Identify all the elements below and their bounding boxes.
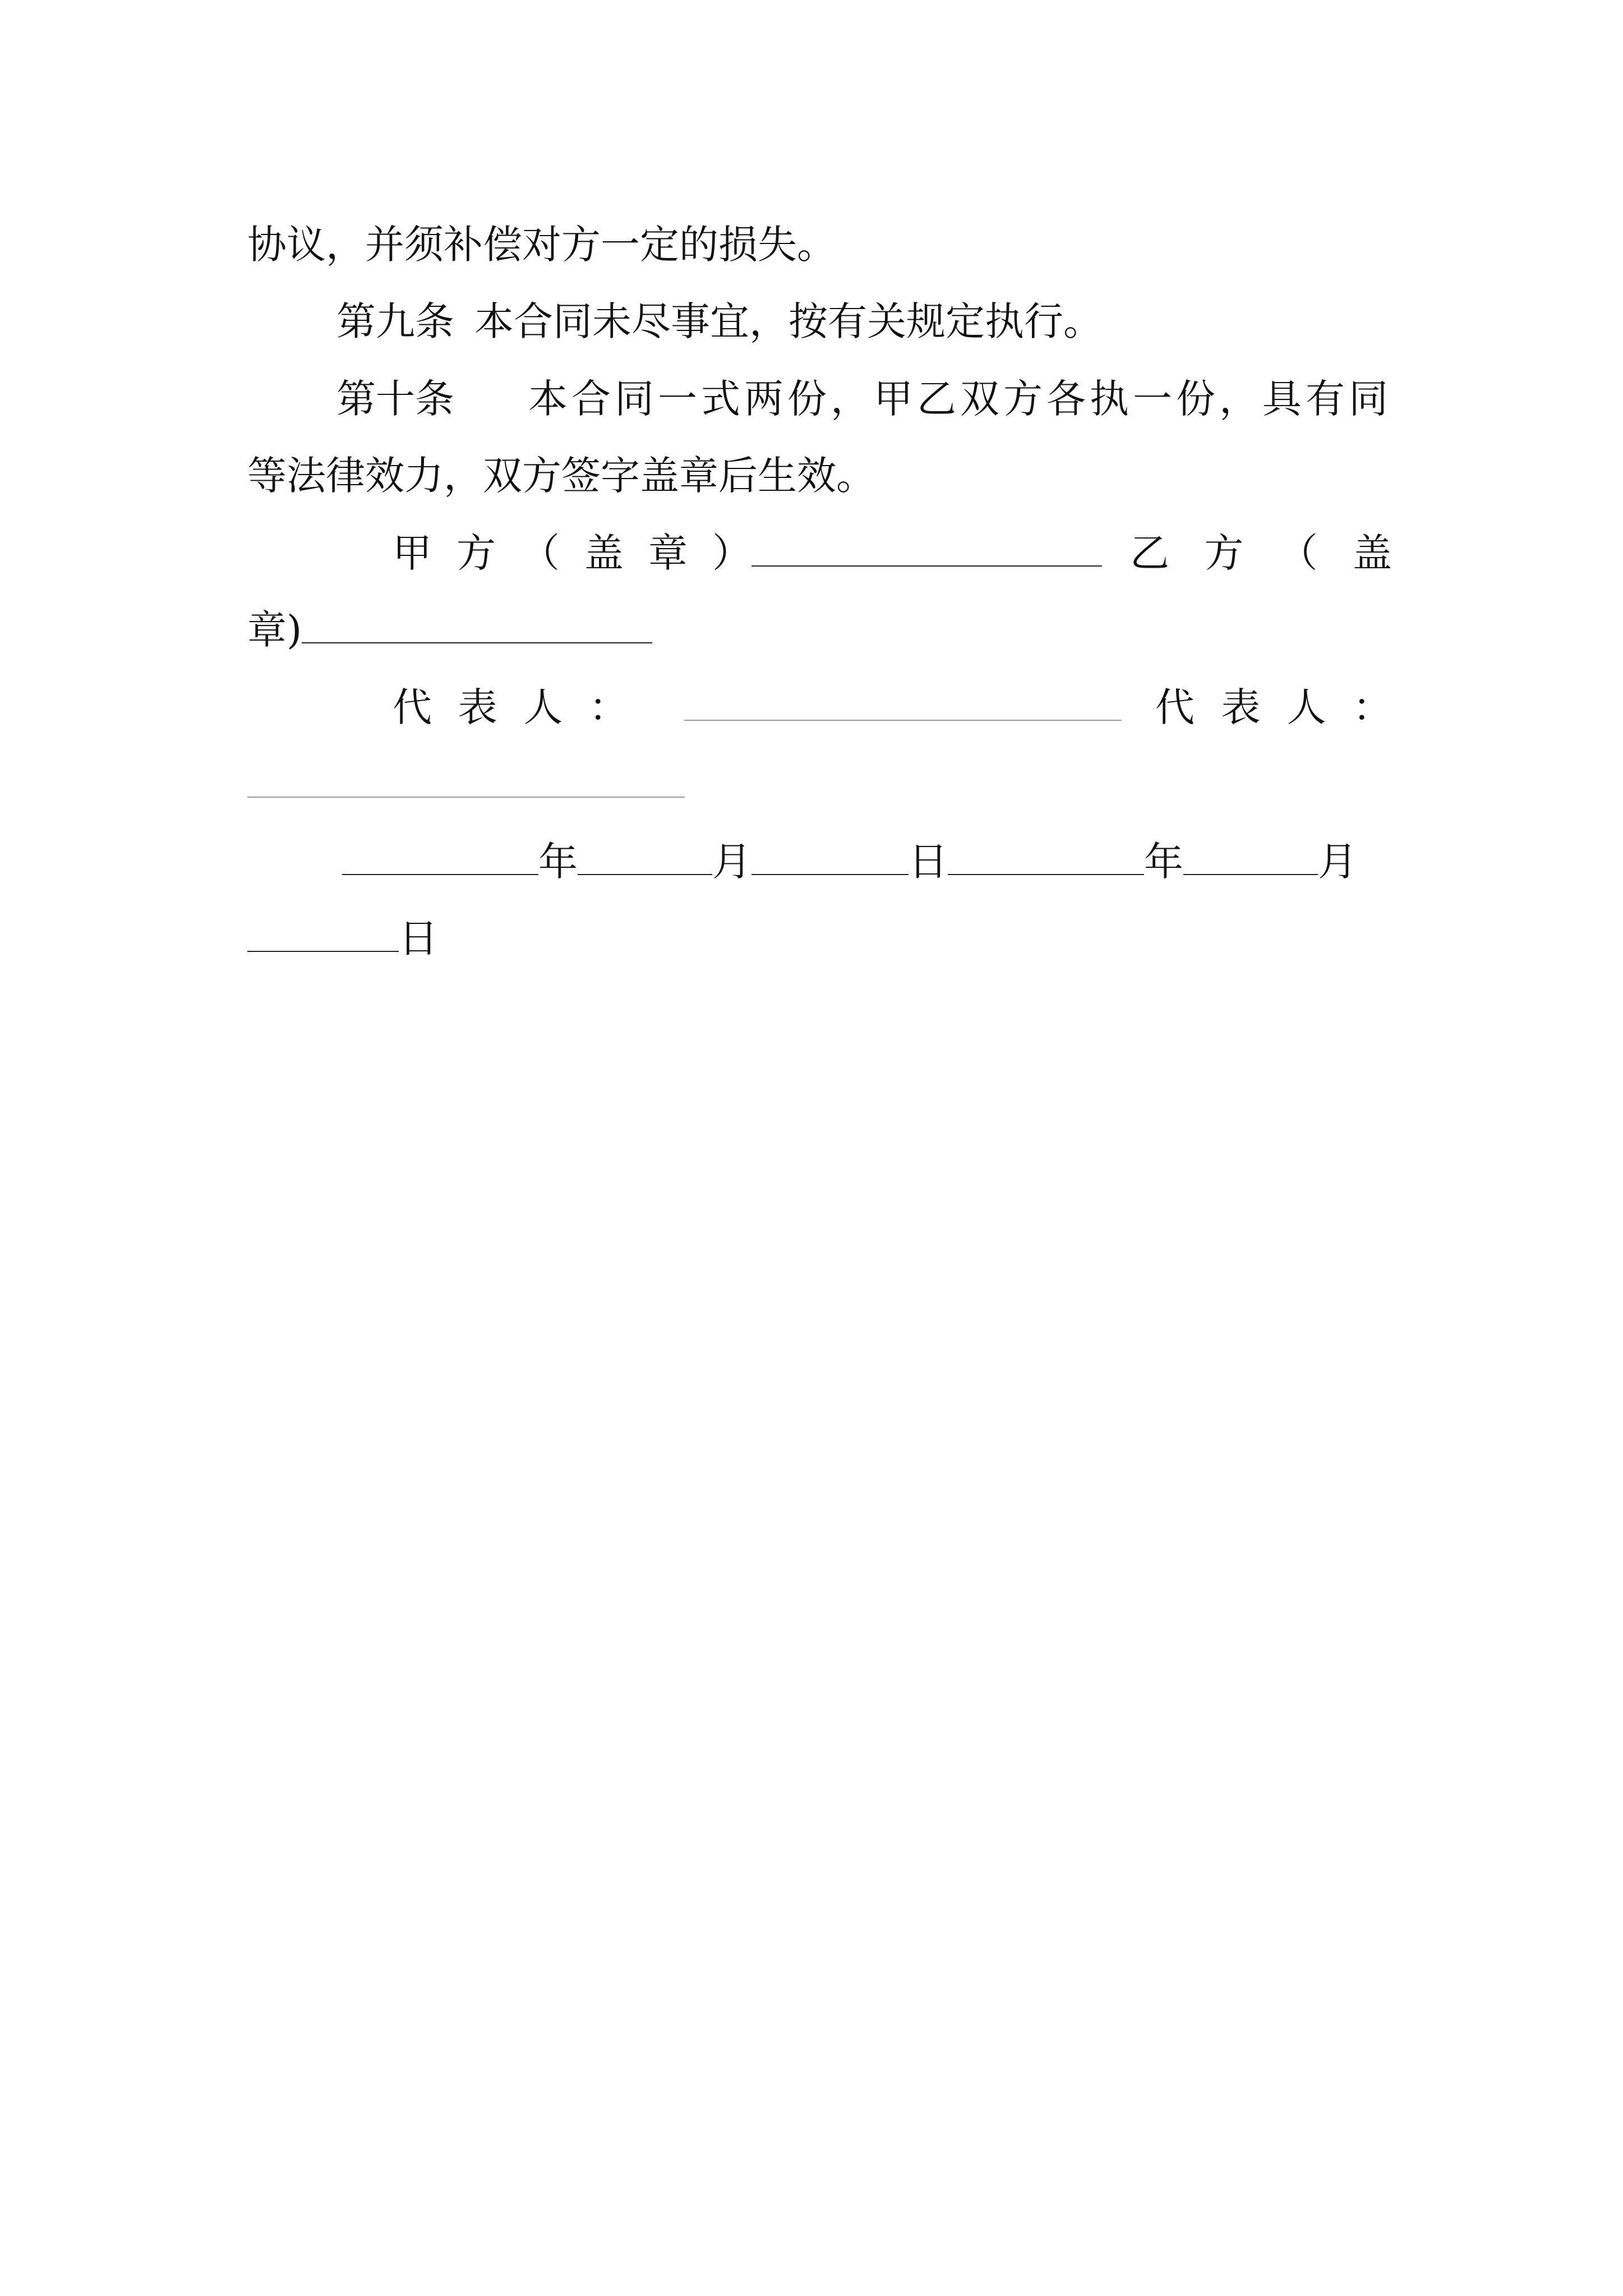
party-b-char: 方: [1204, 530, 1244, 576]
party-b-month-blank[interactable]: [1183, 843, 1318, 875]
party-a-year-label: 年: [538, 839, 578, 885]
representative-char: 表: [1221, 684, 1261, 730]
clause-9-text: 本合同未尽事宜，按有关规定执行。: [474, 298, 1103, 344]
party-a-day-blank[interactable]: [751, 843, 909, 875]
representative-char: 代: [1155, 684, 1195, 730]
party-a-label: [393, 522, 751, 584]
clause-10-line-1: [336, 368, 1392, 430]
representative-char: 人: [1287, 684, 1326, 730]
party-b-day-blank[interactable]: [247, 919, 399, 952]
representative-wrap-line: [247, 753, 1391, 815]
party-a-month-blank[interactable]: [578, 843, 712, 875]
party-a-char: 章: [648, 530, 688, 576]
clause-8-tail: [247, 214, 1391, 275]
party-seal-line: [393, 522, 1392, 584]
party-b-year-blank[interactable]: [948, 843, 1144, 875]
clause-9-heading: 第九条: [336, 298, 454, 344]
party-b-year-label: 年: [1144, 839, 1183, 885]
party-a-char: ）: [712, 530, 751, 576]
party-b-label: [1130, 522, 1392, 584]
party-a-month-label: 月: [712, 839, 751, 885]
party-b-seal-blank[interactable]: [302, 611, 652, 643]
representative-char: 人: [523, 684, 563, 730]
party-b-representative-blank[interactable]: [247, 765, 685, 798]
party-a-representative-label: [393, 677, 628, 738]
representative-char: 代: [393, 684, 432, 730]
party-b-representative-label: [1155, 677, 1392, 738]
representative-line: [393, 677, 1392, 738]
party-a-seal-blank[interactable]: [751, 534, 1102, 567]
date-line: [342, 831, 1392, 892]
clause-10-heading: 第十条: [336, 376, 454, 422]
party-a-day-label: 日: [909, 839, 948, 885]
clause-8-tail-text: 协议，并须补偿对方一定的损失。: [247, 222, 836, 268]
party-a-char: 甲: [393, 530, 432, 576]
clause-9: [336, 291, 1481, 352]
party-b-char: （: [1278, 530, 1318, 576]
party-b-seal-line: [247, 599, 1391, 661]
party-b-char: 盖: [1352, 530, 1392, 576]
party-b-label-wrap: 章): [247, 607, 302, 653]
party-a-char: （: [520, 530, 560, 576]
party-b-char: 乙: [1130, 530, 1169, 576]
representative-char: ：: [1352, 684, 1392, 730]
party-a-representative-blank[interactable]: [684, 688, 1122, 721]
party-a-year-blank[interactable]: [342, 843, 538, 875]
party-a-char: 盖: [584, 530, 624, 576]
party-b-month-label: 月: [1318, 839, 1357, 885]
date-wrap-line: [247, 908, 1391, 969]
clause-10-text-line-2: 等法律效力，双方签字盖章后生效。: [247, 453, 875, 499]
clause-10-text-line-1: 本合同一式两份，甲乙双方各执一份，具有同: [528, 376, 1392, 422]
party-b-day-label: 日: [399, 915, 438, 961]
representative-char: 表: [458, 684, 497, 730]
party-a-char: 方: [457, 530, 496, 576]
clause-10-line-2: [247, 445, 1391, 507]
representative-char: ：: [588, 684, 628, 730]
